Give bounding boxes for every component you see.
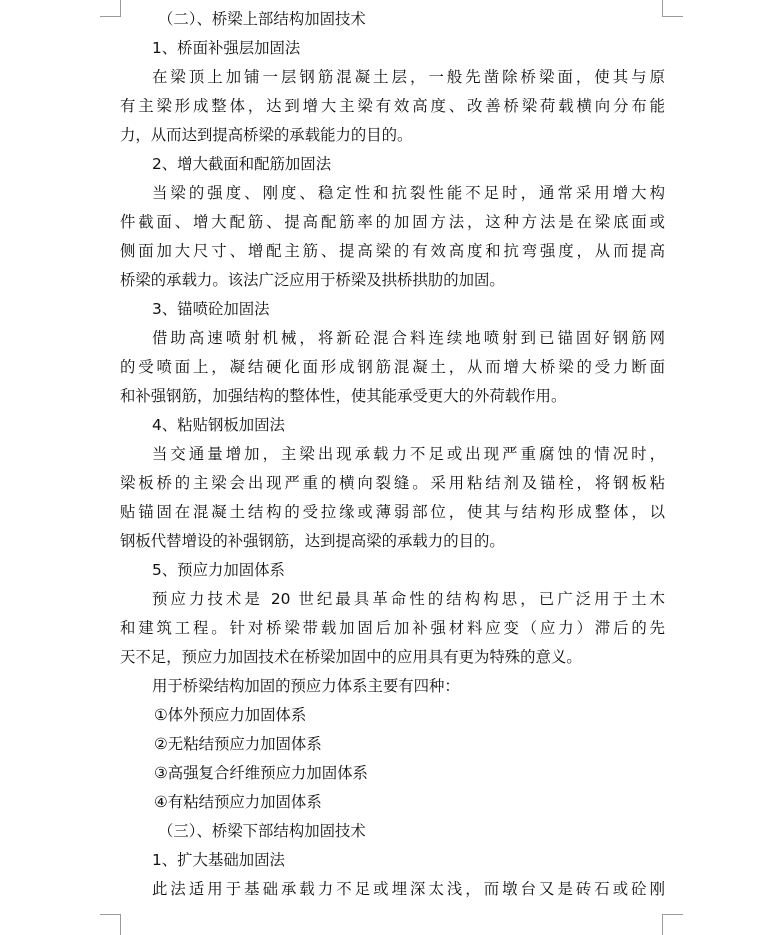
paragraph-line: 在梁顶上加铺一层钢筋混凝土层，一般先凿除桥梁面，使其与原 xyxy=(152,68,665,86)
document-body xyxy=(120,5,665,904)
margin-mark-top-left xyxy=(100,0,121,17)
paragraph-line: 和建筑工程。针对桥梁带载加固后加补强材料应变（应力）滞后的先 xyxy=(120,619,665,637)
list-item: ②无粘结预应力加固体系 xyxy=(154,735,322,753)
paragraph-line: 用于桥梁结构加固的预应力体系主要有四种： xyxy=(152,677,460,695)
margin-mark-bottom-right xyxy=(662,914,683,935)
method-heading: 1、扩大基础加固法 xyxy=(152,851,285,869)
section-heading: （二）、桥梁上部结构加固技术 xyxy=(158,10,366,28)
paragraph-line: 有主梁形成整体，达到增大主梁有效高度、改善桥梁荷载横向分布能 xyxy=(120,97,665,115)
section-heading: （三）、桥梁下部结构加固技术 xyxy=(158,822,366,840)
list-item: ③高强复合纤维预应力加固体系 xyxy=(154,764,368,782)
paragraph-line: 当梁的强度、刚度、稳定性和抗裂性能不足时，通常采用增大构 xyxy=(152,184,665,202)
method-heading: 4、粘贴钢板加固法 xyxy=(152,416,285,434)
method-heading: 3、锚喷砼加固法 xyxy=(152,300,270,318)
paragraph-line: 侧面加大尺寸、增配主筋、提高梁的有效高度和抗弯强度，从而提高 xyxy=(120,242,665,260)
method-heading: 5、预应力加固体系 xyxy=(152,561,285,579)
paragraph-line: 件截面、增大配筋、提高配筋率的加固方法，这种方法是在梁底面或 xyxy=(120,213,665,231)
paragraph-line: 借助高速喷射机械，将新砼混合料连续地喷射到已锚固好钢筋网 xyxy=(152,329,665,347)
paragraph-line: 钢板代替增设的补强钢筋，达到提高梁的承载力的目的。 xyxy=(120,532,505,550)
method-heading: 1、桥面补强层加固法 xyxy=(152,39,301,57)
margin-mark-bottom-left xyxy=(100,914,121,935)
paragraph-line: 天不足，预应力加固技术在桥梁加固中的应用具有更为特殊的意义。 xyxy=(120,648,582,666)
list-item: ④有粘结预应力加固体系 xyxy=(154,793,322,811)
paragraph-line: 桥梁的承载力。该法广泛应用于桥梁及拱桥拱肋的加固。 xyxy=(120,271,505,289)
paragraph-line: 梁板桥的主梁会出现严重的横向裂缝。采用粘结剂及锚栓，将钢板粘 xyxy=(120,474,665,492)
paragraph-line: 此法适用于基础承载力不足或埋深太浅，而墩台又是砖石或砼刚 xyxy=(152,880,665,898)
margin-mark-top-right xyxy=(662,0,683,17)
method-heading: 2、增大截面和配筋加固法 xyxy=(152,155,332,173)
list-item: ①体外预应力加固体系 xyxy=(154,706,307,724)
paragraph-line: 和补强钢筋，加强结构的整体性，使其能承受更大的外荷载作用。 xyxy=(120,387,567,405)
paragraph-line: 预应力技术是 20 世纪最具革命性的结构构思，已广泛用于土木 xyxy=(152,590,665,608)
paragraph-line: 贴锚固在混凝土结构的受拉缘或薄弱部位，使其与结构形成整体，以 xyxy=(120,503,665,521)
paragraph-line: 当交通量增加，主梁出现承载力不足或出现严重腐蚀的情况时， xyxy=(152,445,665,463)
paragraph-line: 力，从而达到提高桥梁的承载能力的目的。 xyxy=(120,126,413,144)
paragraph-line: 的受喷面上，凝结硬化面形成钢筋混凝土，从而增大桥梁的受力断面 xyxy=(120,358,665,376)
